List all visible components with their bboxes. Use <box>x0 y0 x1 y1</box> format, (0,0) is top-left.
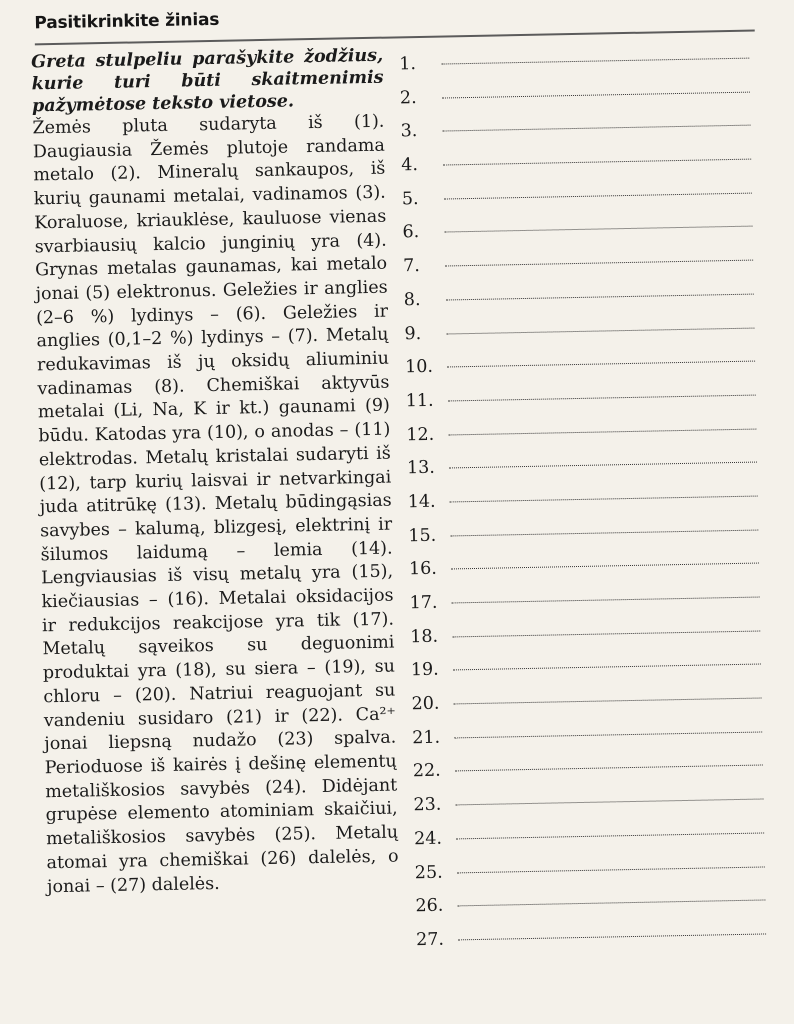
answer-number: 6. <box>402 222 420 243</box>
answer-number: 18. <box>410 626 439 647</box>
answer-blank-line[interactable] <box>445 226 753 233</box>
answer-number: 17. <box>409 592 438 614</box>
answer-number: 25. <box>414 862 443 883</box>
answer-blank-line[interactable] <box>445 260 753 267</box>
answer-number: 7. <box>402 256 421 277</box>
answer-number: 19. <box>410 660 439 681</box>
answer-blank-line[interactable] <box>448 428 756 435</box>
answer-blank-line[interactable] <box>457 900 765 907</box>
page-header <box>34 0 775 45</box>
answer-number: 23. <box>413 794 442 816</box>
answer-number: 11. <box>405 390 434 412</box>
answer-blank-line[interactable] <box>448 394 756 401</box>
answer-blank-line[interactable] <box>444 192 752 199</box>
answer-number: 8. <box>403 289 421 311</box>
answer-blank-line[interactable] <box>456 799 764 806</box>
exercise-text-column <box>31 45 399 900</box>
answer-blank-line[interactable] <box>455 765 763 772</box>
answer-blank-line[interactable] <box>443 159 751 166</box>
answer-number: 4. <box>401 155 419 176</box>
answer-number: 2. <box>399 87 417 109</box>
answer-blank-line[interactable] <box>450 529 758 536</box>
answer-blank-line[interactable] <box>443 125 751 132</box>
answer-blank-line[interactable] <box>452 597 760 604</box>
answer-blank-line[interactable] <box>450 495 758 502</box>
answer-blank-line[interactable] <box>451 563 759 570</box>
answer-number: 22. <box>412 761 441 782</box>
answer-blank-line[interactable] <box>457 866 765 873</box>
answer-number: 27. <box>415 929 445 951</box>
answer-blank-line[interactable] <box>441 58 749 65</box>
answer-blank-line[interactable] <box>447 361 755 368</box>
answer-blank-line[interactable] <box>454 698 762 705</box>
answer-number: 10. <box>404 356 434 378</box>
answer-blank-line[interactable] <box>446 327 754 334</box>
header-divider <box>35 30 755 45</box>
answer-blank-line[interactable] <box>458 933 766 940</box>
answer-number: 12. <box>406 424 435 445</box>
running-header <box>716 0 774 1</box>
answer-number: 13. <box>406 457 436 479</box>
answer-number: 15. <box>408 525 437 546</box>
answer-number: 3. <box>400 121 418 142</box>
exercise-body-text: Žemės pluta sudaryta iš (1). Daugiausia Žemės plutoje randama metalo (2). Mineralų sankaupos, iš kurių gaunami metalai, vadinamos (3). Koraluose, kriauklėse, kauluose vienas svarbiausių kalcio junginių yra (4). Grynas metalas gaunamas, kai metalo jonai (5) elektronus. Geležies ir anglies (2–6 %) lydinys – (6). Geležies ir anglies (0,1–2 %) lydinys – (7). Metalų redukavimas iš jų oksidų aliuminiu vadinamas (8). Chemiškai aktyvūs metalai (Li, Na, K ir kt.) gaunami (9) būdu. Katodas yra (10), o anodas – (11) elektrodas. Metalų kristalai sudaryti iš (12), tarp kurių laisvai ir netvarkingai juda atitrūkę (13). Metalų būdingąsias savybes – kalumą, blizgesį, elektrinį ir šilumos laidumą – lemia (14). Lengviausias iš visų metalų yra (15), kiečiausias – (16). Metalai oksidacijos ir redukcijos reakcijose yra tik (17). Metalų sąveikos su deguonimi produktai yra (18), su siera – (19), su chloru – (20). Natriui reaguojant su vandeniu susidaro (21) ir (22). Ca²⁺ jonai liepsną nudažo (23) spalva. Perioduose iš kairės į dešinę elementų metališkosios savybės (24). Didėjant grupėse elemento atominiam skaičiui, metališkosios savybės (25). Metalų atomai yra chemiškai (26) dalelės, o jonai – (27) dalelės. <box>32 111 399 897</box>
answer-number: 16. <box>408 559 438 580</box>
section-title: Pasitikrinkite žinias <box>34 9 220 34</box>
answer-row <box>416 923 767 963</box>
answer-blank-line[interactable] <box>446 293 754 300</box>
answer-number: 24. <box>413 828 443 850</box>
answer-blank-line[interactable] <box>453 664 761 671</box>
answer-number: 21. <box>412 727 441 748</box>
answer-number: 14. <box>407 491 436 513</box>
answer-blank-line[interactable] <box>456 832 764 839</box>
answer-blank-line[interactable] <box>454 731 762 738</box>
answer-number: 20. <box>411 693 440 715</box>
answer-blank-line[interactable] <box>449 462 757 469</box>
answer-blank-line[interactable] <box>452 630 760 637</box>
answer-number: 26. <box>415 895 444 917</box>
answer-blank-line[interactable] <box>442 91 750 98</box>
answer-number: 1. <box>399 54 417 75</box>
answer-number: 9. <box>404 323 422 344</box>
answer-number: 5. <box>401 188 419 210</box>
exercise-instructions: Greta stulpeliu parašykite žodžius, kurie turi būti skaitmenimis pažymėtose teksto vietose. <box>31 45 384 117</box>
answer-column <box>399 48 766 964</box>
